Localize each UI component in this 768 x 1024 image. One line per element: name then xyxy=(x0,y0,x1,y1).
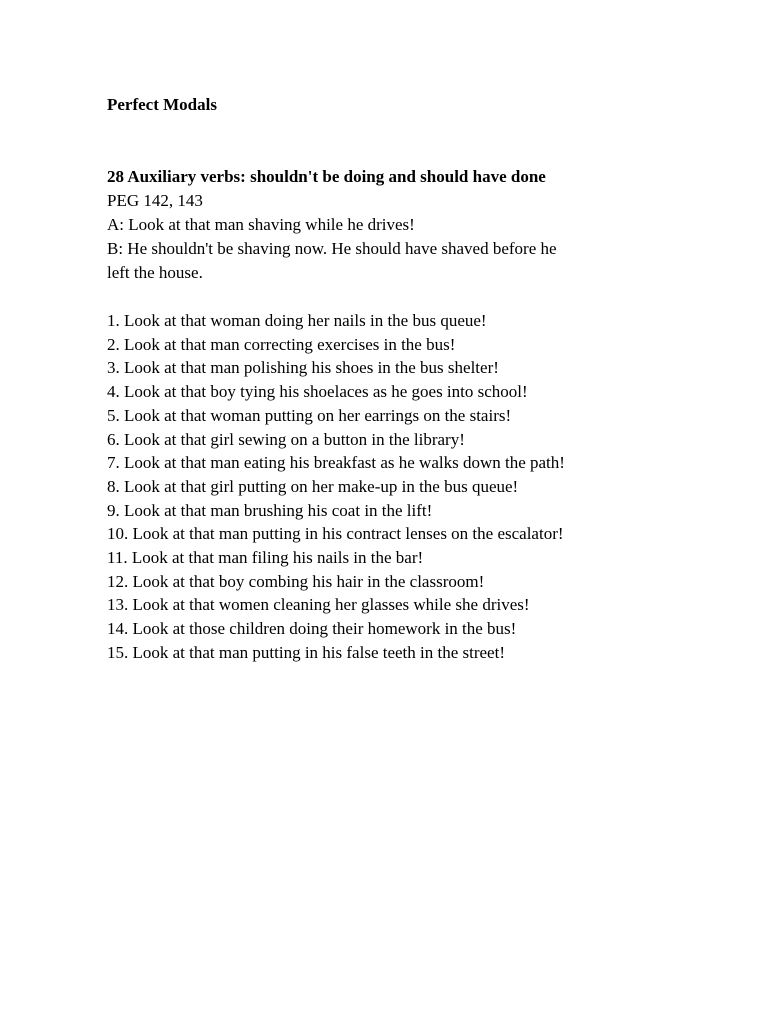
list-item: 7. Look at that man eating his breakfast as he walks down the path! xyxy=(107,453,565,473)
list-item: 14. Look at those children doing their homework in the bus! xyxy=(107,619,517,639)
list-item: 11. Look at that man filing his nails in the bar! xyxy=(107,548,424,568)
list-item: 15. Look at that man putting in his false teeth in the street! xyxy=(107,642,505,662)
list-item: 3. Look at that man polishing his shoes in the bus shelter! xyxy=(107,358,499,378)
list-item: 8. Look at that girl putting on her make-up in the bus queue! xyxy=(107,476,519,496)
document-page xyxy=(107,94,747,665)
list-item: 5. Look at that woman putting on her earrings on the stairs! xyxy=(107,405,512,425)
section-heading xyxy=(107,165,747,189)
section-heading-rest: : shouldn't be doing and should have done xyxy=(240,167,546,186)
list-item: 4. Look at that boy tying his shoelaces as he goes into school! xyxy=(107,382,528,402)
example-b-line-1: B: He shouldn't be shaving now. He should have shaved before he xyxy=(107,239,557,258)
list-item: 13. Look at that women cleaning her glasses while she drives! xyxy=(107,595,530,615)
document-title: Perfect Modals xyxy=(107,95,217,114)
list-item: 9. Look at that man brushing his coat in the lift! xyxy=(107,500,433,520)
list-item: 2. Look at that man correcting exercises in the bus! xyxy=(107,334,456,354)
section-number: 28 xyxy=(107,167,124,186)
list-item: 12. Look at that boy combing his hair in the classroom! xyxy=(107,571,485,591)
exercise-section xyxy=(107,165,747,665)
example-b-line-2: left the house. xyxy=(107,263,203,282)
list-item: 10. Look at that man putting in his contract lenses on the escalator! xyxy=(107,524,564,544)
reference-line: PEG 142, 143 xyxy=(107,191,203,210)
list-item: 1. Look at that woman doing her nails in the bus queue! xyxy=(107,311,487,330)
list-item: 6. Look at that girl sewing on a button in the library! xyxy=(107,429,465,449)
section-label: Auxiliary verbs xyxy=(127,167,241,186)
example-a: A: Look at that man shaving while he drives! xyxy=(107,215,415,234)
exercise-list xyxy=(107,309,747,665)
